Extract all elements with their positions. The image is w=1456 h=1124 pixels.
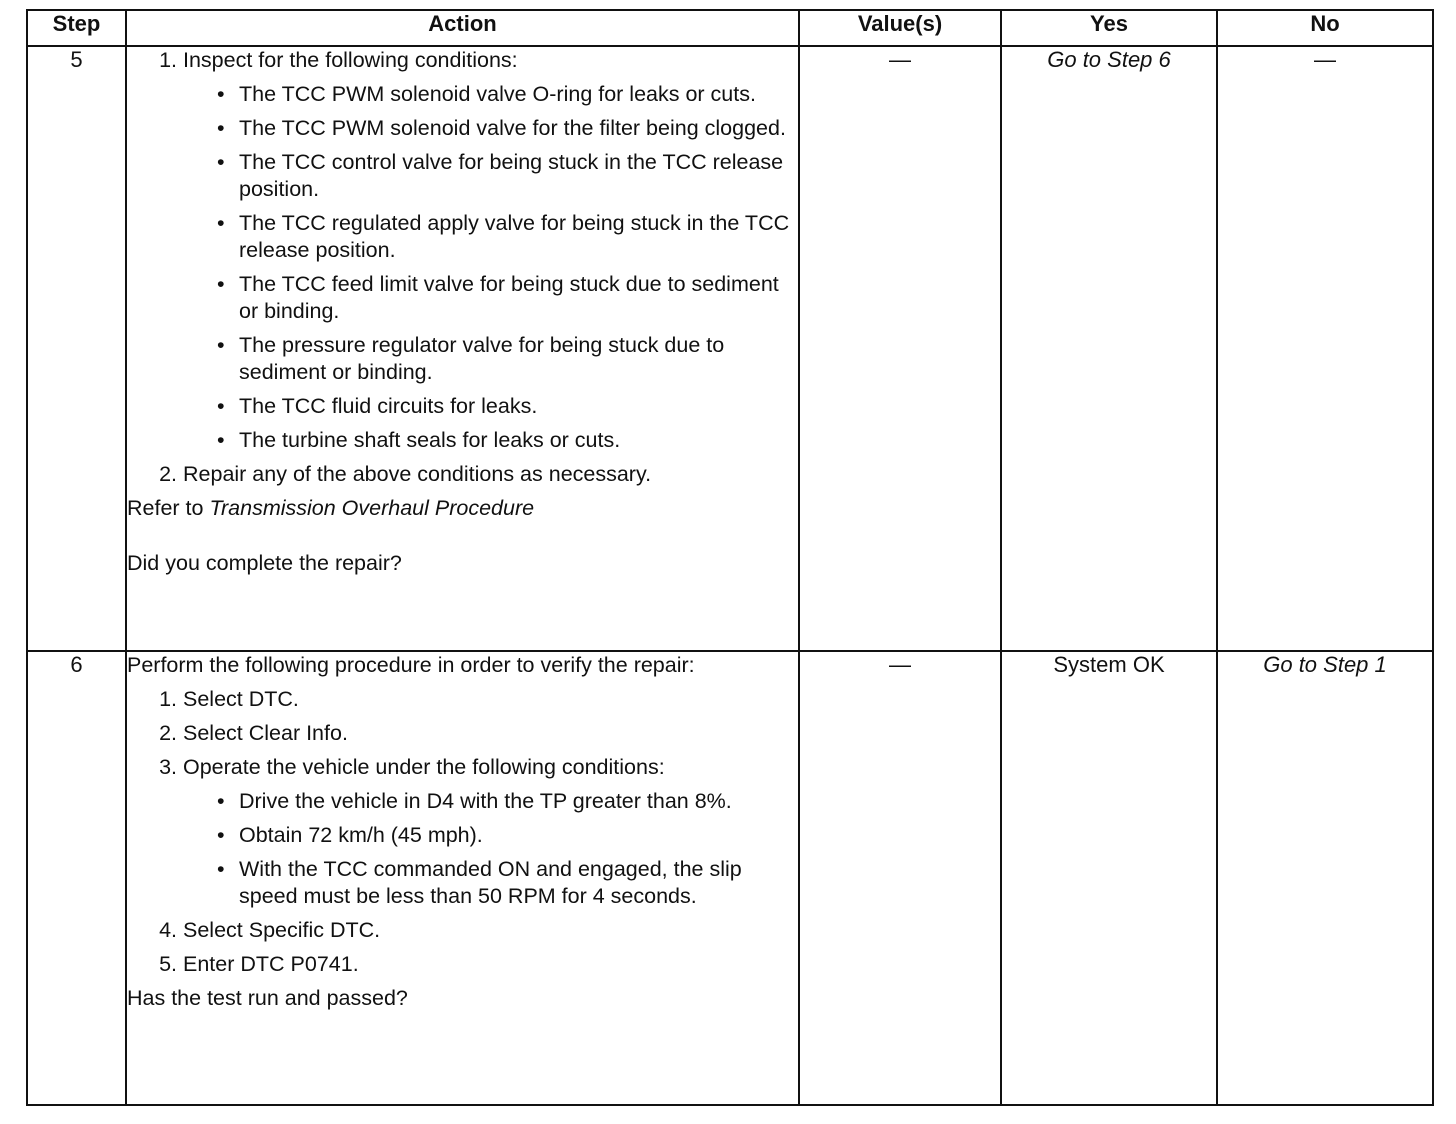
diagnostic-table <box>26 9 1434 1106</box>
header-step: Step <box>27 10 126 46</box>
action-cell <box>126 651 799 1105</box>
condition-item: • With the TCC commanded ON and engaged, the slip speed must be less than 50 RPM for 4 seconds. <box>217 856 798 910</box>
action-step-text: Select DTC. <box>183 687 299 711</box>
action-step: 1. Select DTC. <box>159 687 299 711</box>
condition-item: • The TCC regulated apply valve for being stuck in the TCC release position. <box>217 210 798 264</box>
no-result: Go to Step 1 <box>1263 652 1387 677</box>
action-intro: Perform the following procedure in order to verify the repair: <box>127 653 695 677</box>
yes-result: System OK <box>1053 652 1165 677</box>
values-cell: — <box>799 46 1001 651</box>
refer-document: Transmission Overhaul Procedure <box>209 496 535 520</box>
refer-line: Refer to Transmission Overhaul Procedure <box>127 496 535 520</box>
yes-cell <box>1001 46 1217 651</box>
condition-item: • Drive the vehicle in D4 with the TP greater than 8%. <box>217 788 798 815</box>
header-row <box>27 10 1433 46</box>
condition-item: • The pressure regulator valve for being stuck due to sediment or binding. <box>217 332 798 386</box>
header-yes: Yes <box>1001 10 1217 46</box>
condition-list <box>183 81 798 454</box>
condition-item: • The TCC PWM solenoid valve O-ring for leaks or cuts. <box>217 81 798 108</box>
action-step: 3. Operate the vehicle under the following conditions: • Drive the vehicle in D4 with the TP greater than 8%. • Obtain 72 km/h (45 mph). • With the TCC commanded ON and engaged, the slip speed must be less than 50 RPM for 4 seconds. <box>151 754 798 910</box>
no-cell <box>1217 651 1433 1105</box>
action-step-text: Inspect for the following conditions: <box>183 48 518 72</box>
condition-list <box>183 788 798 910</box>
action-steps <box>127 47 798 488</box>
condition-item: • The TCC fluid circuits for leaks. <box>217 393 798 420</box>
values-cell: — <box>799 651 1001 1105</box>
action-step-text: Enter DTC P0741. <box>183 952 359 976</box>
table-row-step-6 <box>27 651 1433 1105</box>
action-steps <box>127 686 798 978</box>
header-no: No <box>1217 10 1433 46</box>
condition-item: • The TCC feed limit valve for being stuck due to sediment or binding. <box>217 271 798 325</box>
action-step-text: Select Specific DTC. <box>183 918 381 942</box>
question: Has the test run and passed? <box>127 986 408 1010</box>
condition-item: • The TCC PWM solenoid valve for the filter being clogged. <box>217 115 798 142</box>
question: Did you complete the repair? <box>127 551 402 575</box>
header-action: Action <box>126 10 799 46</box>
action-cell <box>126 46 799 651</box>
step-number: 6 <box>27 651 126 1105</box>
action-step: 5. Enter DTC P0741. <box>159 952 359 976</box>
action-step: 1. Inspect for the following conditions: • The TCC PWM solenoid valve O-ring for leaks or cuts. • The TCC PWM solenoid valve for the filter being clogged. • The TCC control valve for being stuck in the TCC release position. • The TCC regulated apply valve for being stuck in the TCC release position. • The TCC feed limit valve for being stuck due to sediment or binding. • The pressure regulator valve for being stuck due to sediment or binding. • The TCC fluid circuits for leaks. • The turbine shaft seals for leaks or cuts. <box>151 47 798 454</box>
header-values: Value(s) <box>799 10 1001 46</box>
action-step-text: Select Clear Info. <box>183 721 348 745</box>
no-cell: — <box>1217 46 1433 651</box>
step-number: 5 <box>27 46 126 651</box>
action-step: 2. Select Clear Info. <box>159 721 348 745</box>
condition-item: • Obtain 72 km/h (45 mph). <box>217 822 798 849</box>
table-row-step-5 <box>27 46 1433 651</box>
condition-item: • The turbine shaft seals for leaks or cuts. <box>217 427 798 454</box>
action-step-text: Repair any of the above conditions as necessary. <box>183 462 652 486</box>
action-step-text: Operate the vehicle under the following conditions: <box>183 755 665 779</box>
action-step: 4. Select Specific DTC. <box>159 918 381 942</box>
action-step: 2. Repair any of the above conditions as necessary. <box>159 462 652 486</box>
yes-result: Go to Step 6 <box>1047 47 1171 72</box>
condition-item: • The TCC control valve for being stuck in the TCC release position. <box>217 149 798 203</box>
yes-cell <box>1001 651 1217 1105</box>
